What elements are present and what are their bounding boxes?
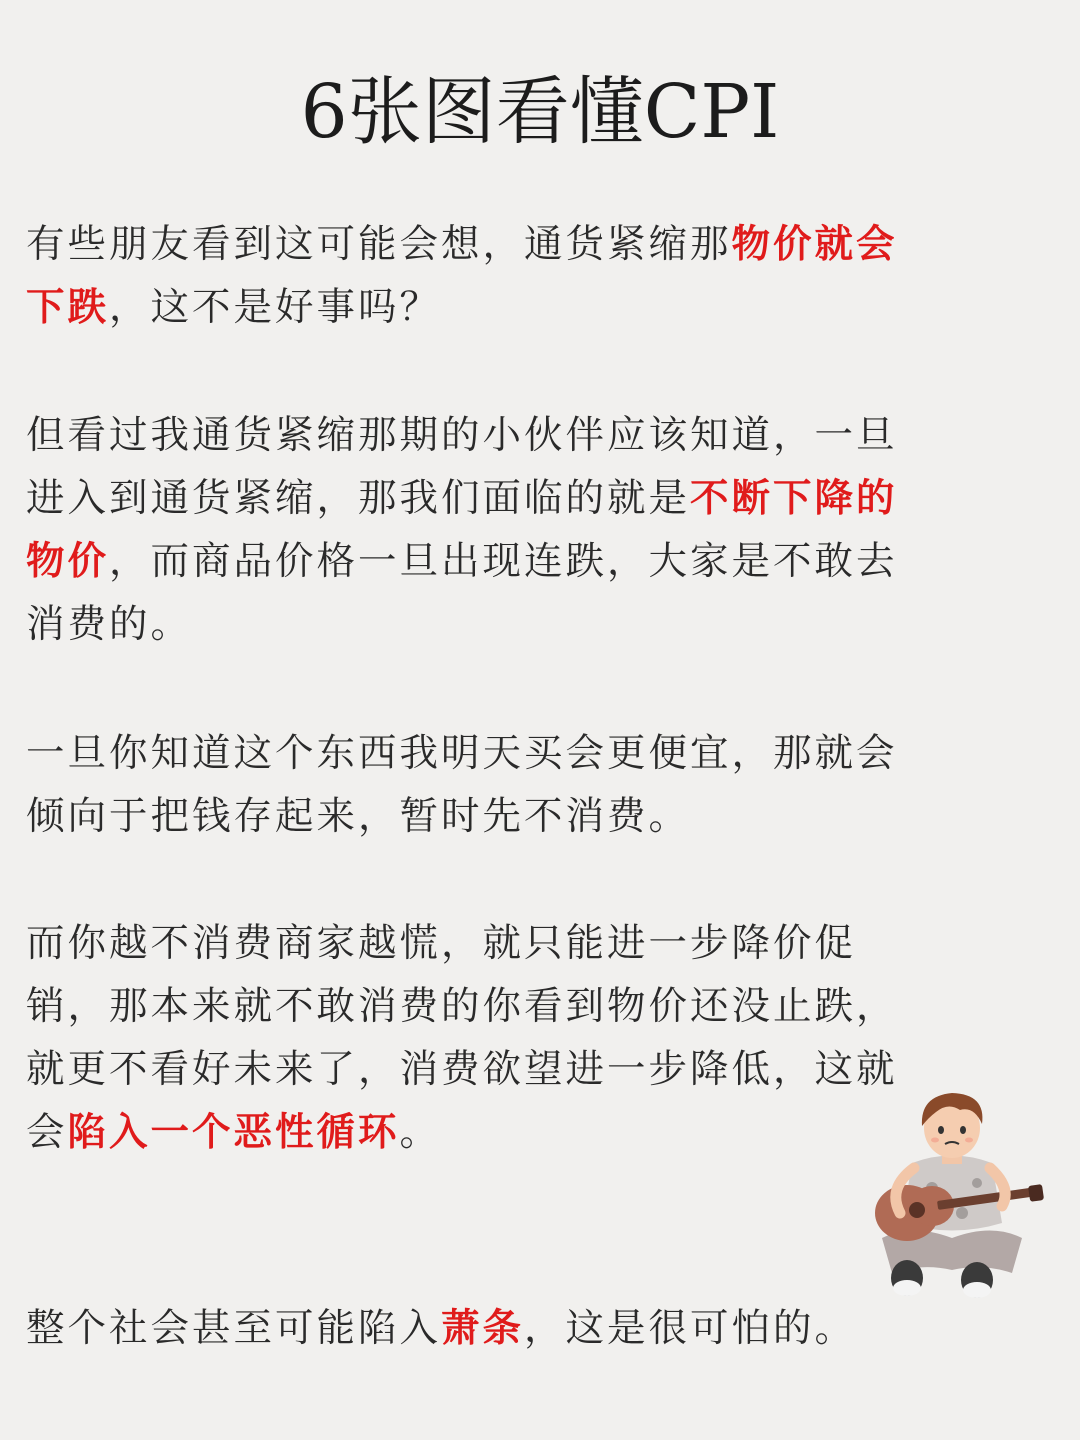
highlight-text: 萧条 <box>441 1306 525 1351</box>
paragraph-1 <box>26 213 916 339</box>
text-segment: 。 <box>399 1110 442 1155</box>
highlight-text: 物价就会下跌 <box>26 222 898 330</box>
text-segment: 一旦你知道这个东西我明天买会更便宜，那就会倾向于把钱存起来，暂时先不消费。 <box>26 731 898 839</box>
text-segment: ，这是很可怕的。 <box>524 1306 857 1351</box>
paragraph-2 <box>26 404 916 656</box>
paragraph-4 <box>26 912 916 1164</box>
page-title: 6张图看懂CPI <box>300 69 780 155</box>
text-segment: 整个社会甚至可能陷入 <box>26 1306 442 1351</box>
text-segment: ，而商品价格一旦出现连跌，大家是不敢去消费的。 <box>26 539 898 647</box>
text-segment: 而你越不消费商家越慌，就只能进一步降价促销，那本来就不敢消费的你看到物价还没止跌，就更不看好未来了，消费欲望进一步降低，这就会 <box>26 921 898 1155</box>
guitar-player-illustration-icon <box>852 1088 1052 1308</box>
paragraph-3 <box>26 722 916 848</box>
text-segment: 有些朋友看到这可能会想，通货紧缩那 <box>26 222 732 267</box>
highlight-text: 不断下降的物价 <box>26 476 898 584</box>
text-segment: 但看过我通货紧缩那期的小伙伴应该知道，一旦进入到通货紧缩，那我们面临的就是 <box>26 413 898 521</box>
text-segment: ，这不是好事吗？ <box>109 285 442 330</box>
highlight-text: 陷入一个恶性循环 <box>67 1110 400 1155</box>
